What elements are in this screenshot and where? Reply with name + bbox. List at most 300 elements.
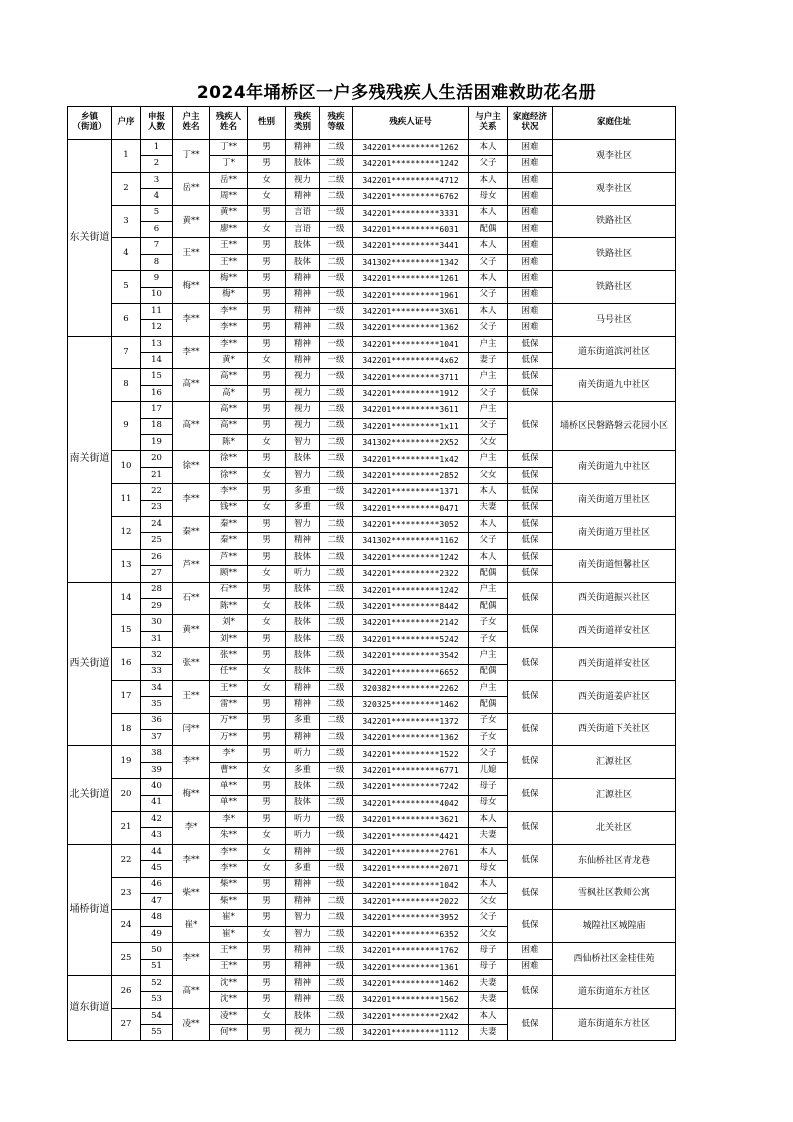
disability-id: 342201**********6031 (353, 221, 469, 237)
disability-level: 一级 (320, 205, 353, 221)
disability-id: 342201**********5242 (353, 631, 469, 647)
town-name: 东关街道 (68, 140, 112, 337)
person-name: 周** (210, 189, 248, 205)
home-address: 东仙桥社区青龙巷 (553, 844, 676, 877)
sex: 男 (248, 402, 286, 418)
household-head: 黄** (173, 615, 210, 648)
person-name: 柴** (210, 877, 248, 893)
disability-id: 342201**********0471 (353, 500, 469, 516)
disability-type: 精神 (286, 320, 320, 336)
person-name: 王** (210, 959, 248, 975)
applicant-no: 49 (141, 926, 173, 942)
household-head: 秦** (173, 516, 210, 549)
table-row (68, 303, 676, 319)
household-head: 芦** (173, 549, 210, 582)
disability-level: 二级 (320, 385, 353, 401)
applicant-no: 20 (141, 451, 173, 467)
table-row (68, 336, 676, 352)
relation: 本人 (469, 844, 508, 860)
sex: 女 (248, 615, 286, 631)
household-head: 张** (173, 648, 210, 681)
economic-status: 困难 (508, 140, 553, 156)
table-row (68, 402, 676, 418)
economic-status: 低保 (508, 877, 553, 910)
table-row (68, 779, 676, 795)
disability-level: 二级 (320, 1025, 353, 1041)
applicant-no: 33 (141, 664, 173, 680)
disability-type: 精神 (286, 975, 320, 991)
household-seq: 15 (112, 615, 141, 648)
disability-id: 342201**********4042 (353, 795, 469, 811)
disability-type: 智力 (286, 910, 320, 926)
relation: 母子 (469, 779, 508, 795)
disability-type: 肢体 (286, 664, 320, 680)
disability-level: 二级 (320, 451, 353, 467)
disability-id: 342201**********3331 (353, 205, 469, 221)
person-name: 黄* (210, 353, 248, 369)
person-name: 梅** (210, 271, 248, 287)
applicant-no: 27 (141, 566, 173, 582)
applicant-no: 53 (141, 992, 173, 1008)
disability-level: 二级 (320, 697, 353, 713)
sex: 男 (248, 697, 286, 713)
disability-type: 听力 (286, 812, 320, 828)
applicant-no: 6 (141, 221, 173, 237)
applicant-no: 36 (141, 713, 173, 729)
disability-level: 一级 (320, 287, 353, 303)
column-header: 残疾人证号 (353, 107, 469, 140)
sex: 男 (248, 418, 286, 434)
household-seq: 4 (112, 238, 141, 271)
economic-status: 低保 (508, 844, 553, 877)
economic-status: 困难 (508, 189, 553, 205)
applicant-no: 9 (141, 271, 173, 287)
disability-level: 二级 (320, 893, 353, 909)
sex: 女 (248, 926, 286, 942)
sex: 男 (248, 582, 286, 598)
applicant-no: 12 (141, 320, 173, 336)
table-row (68, 713, 676, 729)
person-name: 芦** (210, 549, 248, 565)
person-name: 岳** (210, 172, 248, 188)
applicant-no: 48 (141, 910, 173, 926)
person-name: 高** (210, 418, 248, 434)
economic-status: 低保 (508, 369, 553, 385)
person-name: 陈** (210, 598, 248, 614)
person-name: 陈* (210, 435, 248, 451)
disability-id: 342201**********1242 (353, 156, 469, 172)
household-head: 李** (173, 943, 210, 976)
disability-id: 342201**********1042 (353, 877, 469, 893)
sex: 男 (248, 812, 286, 828)
economic-status: 困难 (508, 271, 553, 287)
economic-status: 低保 (508, 648, 553, 681)
person-name: 王** (210, 254, 248, 270)
relation: 夫妻 (469, 992, 508, 1008)
disability-id: 320325**********1462 (353, 697, 469, 713)
sex: 男 (248, 631, 286, 647)
economic-status: 低保 (508, 484, 553, 500)
disability-id: 342201**********2X42 (353, 1008, 469, 1024)
disability-type: 肢体 (286, 582, 320, 598)
sex: 女 (248, 844, 286, 860)
person-name: 万** (210, 713, 248, 729)
sex: 男 (248, 959, 286, 975)
applicant-no: 8 (141, 254, 173, 270)
relation: 户主 (469, 336, 508, 352)
relation: 母女 (469, 795, 508, 811)
applicant-no: 22 (141, 484, 173, 500)
relation: 户主 (469, 402, 508, 418)
disability-type: 肢体 (286, 779, 320, 795)
disability-level: 二级 (320, 467, 353, 483)
household-head: 李** (173, 746, 210, 779)
relation: 父子 (469, 254, 508, 270)
relation: 配偶 (469, 664, 508, 680)
disability-level: 二级 (320, 795, 353, 811)
disability-type: 精神 (286, 992, 320, 1008)
disability-type: 精神 (286, 336, 320, 352)
economic-status: 困难 (508, 221, 553, 237)
economic-status: 困难 (508, 254, 553, 270)
household-seq: 11 (112, 484, 141, 517)
relation: 本人 (469, 484, 508, 500)
table-row (68, 975, 676, 991)
sex: 男 (248, 205, 286, 221)
household-head: 崔* (173, 910, 210, 943)
sex: 男 (248, 451, 286, 467)
household-head: 岳** (173, 172, 210, 205)
table-row (68, 615, 676, 631)
economic-status: 低保 (508, 353, 553, 369)
disability-type: 精神 (286, 877, 320, 893)
sex: 男 (248, 893, 286, 909)
relation: 父子 (469, 533, 508, 549)
disability-id: 342201**********1242 (353, 582, 469, 598)
home-address: 南关街道万里社区 (553, 484, 676, 517)
sex: 男 (248, 320, 286, 336)
sex: 男 (248, 730, 286, 746)
household-head: 梅** (173, 271, 210, 304)
economic-status: 低保 (508, 385, 553, 401)
disability-type: 视力 (286, 369, 320, 385)
disability-level: 一级 (320, 762, 353, 778)
person-name: 李** (210, 320, 248, 336)
relation: 子女 (469, 631, 508, 647)
disability-level: 一级 (320, 303, 353, 319)
disability-id: 342201**********4712 (353, 172, 469, 188)
sex: 女 (248, 435, 286, 451)
sex: 男 (248, 238, 286, 254)
household-head: 梅** (173, 779, 210, 812)
home-address: 埇桥区民磐路磐云花园小区 (553, 402, 676, 451)
table-row (68, 549, 676, 565)
household-head: 闫** (173, 713, 210, 746)
economic-status: 低保 (508, 336, 553, 352)
relation: 夫妻 (469, 828, 508, 844)
relation: 子女 (469, 713, 508, 729)
household-seq: 17 (112, 680, 141, 713)
disability-level: 二级 (320, 910, 353, 926)
table-row (68, 680, 676, 696)
disability-level: 二级 (320, 926, 353, 942)
applicant-no: 39 (141, 762, 173, 778)
applicant-no: 23 (141, 500, 173, 516)
disability-level: 二级 (320, 320, 353, 336)
sex: 男 (248, 336, 286, 352)
column-header: 户主 姓名 (173, 107, 210, 140)
disability-id: 342201**********3X61 (353, 303, 469, 319)
sex: 男 (248, 271, 286, 287)
disability-type: 精神 (286, 353, 320, 369)
household-seq: 27 (112, 1008, 141, 1041)
disability-type: 视力 (286, 172, 320, 188)
household-head: 高** (173, 402, 210, 451)
disability-level: 二级 (320, 975, 353, 991)
table-row (68, 516, 676, 532)
column-header: 乡镇 （街道） (68, 107, 112, 140)
disability-type: 肢体 (286, 156, 320, 172)
economic-status: 低保 (508, 910, 553, 943)
economic-status: 低保 (508, 779, 553, 812)
relation: 父女 (469, 467, 508, 483)
page-title: 2024年埇桥区一户多残残疾人生活困难救助花名册 (196, 83, 597, 103)
person-name: 李** (210, 484, 248, 500)
sex: 男 (248, 795, 286, 811)
disability-level: 二级 (320, 713, 353, 729)
disability-type: 听力 (286, 746, 320, 762)
relation: 父女 (469, 893, 508, 909)
applicant-no: 21 (141, 467, 173, 483)
town-name: 南关街道 (68, 336, 112, 582)
person-name: 沈** (210, 975, 248, 991)
home-address: 南关街道九中社区 (553, 451, 676, 484)
home-address: 西仙桥社区金桂佳苑 (553, 943, 676, 976)
sex: 男 (248, 254, 286, 270)
economic-status: 低保 (508, 566, 553, 582)
relation: 父子 (469, 156, 508, 172)
person-name: 秦** (210, 533, 248, 549)
person-name: 钱** (210, 500, 248, 516)
person-name: 单** (210, 779, 248, 795)
table-row (68, 1008, 676, 1024)
household-seq: 25 (112, 943, 141, 976)
disability-id: 342201**********2022 (353, 893, 469, 909)
disability-id: 341302**********2X52 (353, 435, 469, 451)
household-seq: 23 (112, 877, 141, 910)
disability-level: 一级 (320, 484, 353, 500)
disability-type: 精神 (286, 271, 320, 287)
applicant-no: 7 (141, 238, 173, 254)
sex: 男 (248, 1025, 286, 1041)
applicant-no: 46 (141, 877, 173, 893)
disability-type: 精神 (286, 844, 320, 860)
disability-id: 342201**********2852 (353, 467, 469, 483)
table-body (68, 140, 676, 1041)
applicant-no: 42 (141, 812, 173, 828)
person-name: 任** (210, 664, 248, 680)
person-name: 崔* (210, 910, 248, 926)
economic-status: 低保 (508, 500, 553, 516)
disability-type: 多重 (286, 484, 320, 500)
disability-id: 342201**********2071 (353, 861, 469, 877)
applicant-no: 47 (141, 893, 173, 909)
person-name: 崔* (210, 926, 248, 942)
disability-level: 二级 (320, 779, 353, 795)
column-header: 残疾人 姓名 (210, 107, 248, 140)
disability-level: 一级 (320, 221, 353, 237)
sex: 女 (248, 664, 286, 680)
applicant-no: 24 (141, 516, 173, 532)
disability-id: 342201**********1242 (353, 549, 469, 565)
applicant-no: 51 (141, 959, 173, 975)
sex: 女 (248, 172, 286, 188)
household-seq: 7 (112, 336, 141, 369)
column-header: 性别 (248, 107, 286, 140)
disability-id: 342201**********1x11 (353, 418, 469, 434)
disability-type: 智力 (286, 516, 320, 532)
disability-level: 一级 (320, 812, 353, 828)
disability-id: 342201**********1371 (353, 484, 469, 500)
sex: 男 (248, 975, 286, 991)
economic-status: 困难 (508, 172, 553, 188)
applicant-no: 2 (141, 156, 173, 172)
sex: 女 (248, 598, 286, 614)
disability-id: 320382**********2262 (353, 680, 469, 696)
person-name: 沈** (210, 992, 248, 1008)
person-name: 秦** (210, 516, 248, 532)
sex: 女 (248, 828, 286, 844)
person-name: 万** (210, 730, 248, 746)
disability-id: 342201**********3441 (353, 238, 469, 254)
economic-status: 低保 (508, 533, 553, 549)
disability-type: 精神 (286, 140, 320, 156)
home-address: 铁路社区 (553, 205, 676, 238)
household-head: 石** (173, 582, 210, 615)
economic-status: 低保 (508, 516, 553, 532)
household-head: 凌** (173, 1008, 210, 1041)
person-name: 刘* (210, 615, 248, 631)
table-row (68, 812, 676, 828)
disability-type: 肢体 (286, 615, 320, 631)
home-address: 北关社区 (553, 812, 676, 845)
applicant-no: 40 (141, 779, 173, 795)
sex: 男 (248, 533, 286, 549)
home-address: 西关街道祥安社区 (553, 648, 676, 681)
relation: 子女 (469, 615, 508, 631)
home-address: 铁路社区 (553, 238, 676, 271)
column-header: 与户主 关系 (469, 107, 508, 140)
disability-level: 一级 (320, 271, 353, 287)
disability-id: 342201**********8442 (353, 598, 469, 614)
disability-id: 342201**********1261 (353, 271, 469, 287)
economic-status: 低保 (508, 812, 553, 845)
disability-id: 342201**********2761 (353, 844, 469, 860)
relation: 母女 (469, 861, 508, 877)
disability-level: 二级 (320, 943, 353, 959)
relation: 户主 (469, 582, 508, 598)
household-seq: 21 (112, 812, 141, 845)
relation: 母子 (469, 943, 508, 959)
person-name: 柴** (210, 893, 248, 909)
applicant-no: 41 (141, 795, 173, 811)
home-address: 铁路社区 (553, 271, 676, 304)
household-head: 黄** (173, 205, 210, 238)
disability-type: 精神 (286, 680, 320, 696)
applicant-no: 11 (141, 303, 173, 319)
person-name: 李** (210, 303, 248, 319)
relation: 本人 (469, 140, 508, 156)
household-seq: 19 (112, 746, 141, 779)
disability-level: 二级 (320, 516, 353, 532)
column-header: 申报 人数 (141, 107, 173, 140)
disability-type: 精神 (286, 287, 320, 303)
disability-level: 二级 (320, 648, 353, 664)
economic-status: 低保 (508, 746, 553, 779)
home-address: 西关街道振兴社区 (553, 582, 676, 615)
disability-id: 342201**********6762 (353, 189, 469, 205)
applicant-no: 5 (141, 205, 173, 221)
economic-status: 困难 (508, 156, 553, 172)
disability-type: 精神 (286, 189, 320, 205)
disability-id: 342201**********6771 (353, 762, 469, 778)
disability-type: 言语 (286, 205, 320, 221)
sex: 男 (248, 385, 286, 401)
person-name: 李** (210, 844, 248, 860)
table-row (68, 205, 676, 221)
applicant-no: 32 (141, 648, 173, 664)
household-seq: 6 (112, 303, 141, 336)
sex: 男 (248, 484, 286, 500)
home-address: 道东街道东方社区 (553, 1008, 676, 1041)
person-name: 朱** (210, 828, 248, 844)
disability-type: 精神 (286, 697, 320, 713)
person-name: 丁* (210, 156, 248, 172)
disability-type: 多重 (286, 762, 320, 778)
disability-type: 肢体 (286, 795, 320, 811)
economic-status: 困难 (508, 303, 553, 319)
home-address: 西关街道祥安社区 (553, 615, 676, 648)
home-address: 城隍社区城隍庙 (553, 910, 676, 943)
disability-id: 342201**********3621 (353, 812, 469, 828)
person-name: 王** (210, 943, 248, 959)
disability-type: 多重 (286, 713, 320, 729)
relation: 本人 (469, 516, 508, 532)
disability-level: 二级 (320, 746, 353, 762)
applicant-no: 52 (141, 975, 173, 991)
sex: 女 (248, 221, 286, 237)
applicant-no: 28 (141, 582, 173, 598)
household-seq: 5 (112, 271, 141, 304)
applicant-no: 30 (141, 615, 173, 631)
home-address: 西关街道姜庐社区 (553, 680, 676, 713)
applicant-no: 29 (141, 598, 173, 614)
relation: 本人 (469, 812, 508, 828)
relation: 父子 (469, 746, 508, 762)
disability-id: 342201**********1041 (353, 336, 469, 352)
household-seq: 12 (112, 516, 141, 549)
disability-level: 二级 (320, 992, 353, 1008)
disability-type: 肢体 (286, 451, 320, 467)
sex: 女 (248, 762, 286, 778)
disability-level: 二级 (320, 156, 353, 172)
disability-type: 精神 (286, 533, 320, 549)
household-seq: 18 (112, 713, 141, 746)
table-row (68, 943, 676, 959)
table-row (68, 844, 676, 860)
household-head: 高** (173, 975, 210, 1008)
relation: 父子 (469, 910, 508, 926)
